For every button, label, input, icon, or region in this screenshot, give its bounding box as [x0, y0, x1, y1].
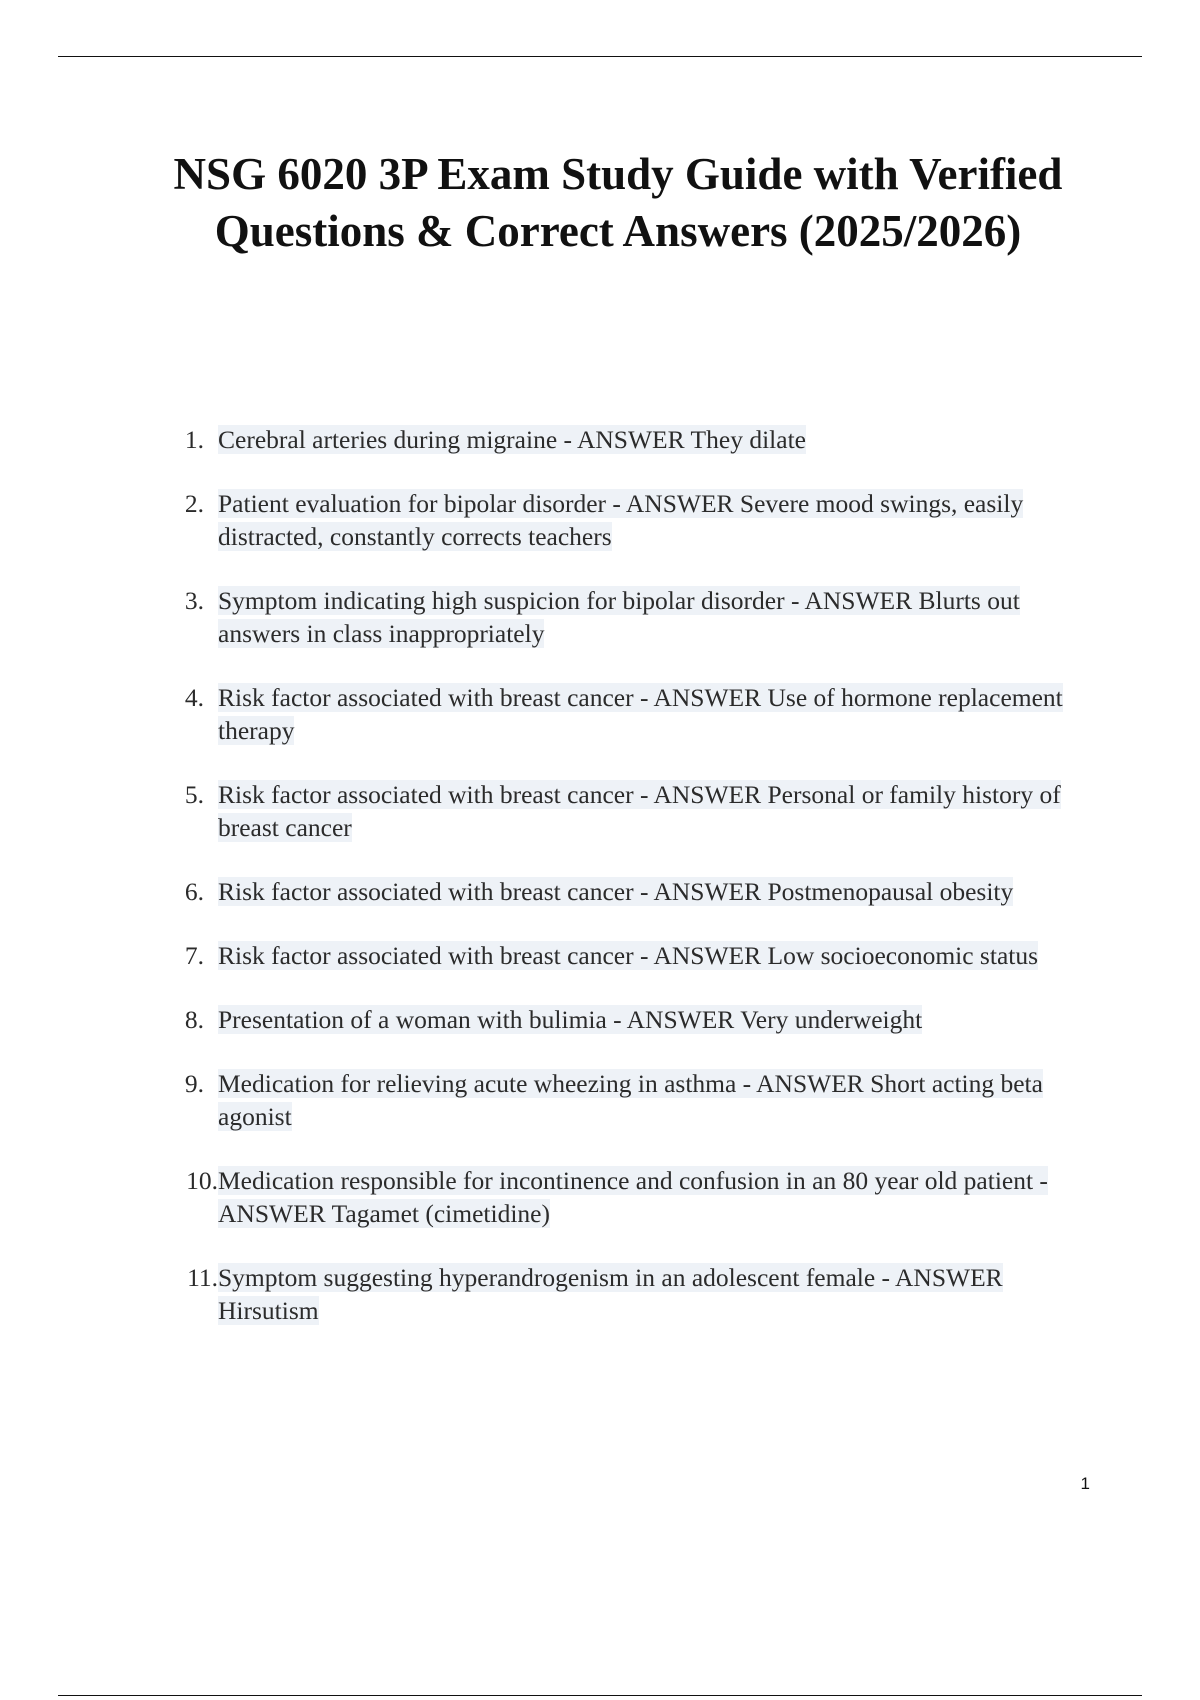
footer-rule	[58, 1695, 1142, 1696]
item-text: Symptom indicating high suspicion for bipolar disorder - ANSWER Blurts out answers in class inappropriately	[218, 586, 1020, 648]
item-text: Medication responsible for incontinence and confusion in an 80 year old patient - ANSWER Tagamet (cimetidine)	[218, 1166, 1048, 1228]
item-text: Risk factor associated with breast cancer - ANSWER Postmenopausal obesity	[218, 877, 1014, 906]
header-rule	[58, 56, 1142, 57]
item-number: 6.	[184, 877, 204, 906]
list-item	[0, 778, 1200, 844]
question-answer-list	[0, 423, 1200, 1358]
item-number: 1.	[184, 425, 204, 454]
document-title: NSG 6020 3P Exam Study Guide with Verified Questions & Correct Answers (2025/2026)	[173, 149, 1063, 256]
item-text: Risk factor associated with breast cancer - ANSWER Personal or family history of breast cancer	[218, 780, 1061, 842]
list-item	[0, 1164, 1200, 1230]
list-item	[0, 875, 1200, 908]
item-text: Medication for relieving acute wheezing in asthma - ANSWER Short acting beta agonist	[218, 1069, 1043, 1131]
list-item	[0, 1003, 1200, 1036]
list-item	[0, 1261, 1200, 1327]
item-text: Presentation of a woman with bulimia - ANSWER Very underweight	[218, 1005, 923, 1034]
item-number: 3.	[184, 586, 204, 615]
list-item	[0, 423, 1200, 456]
item-number: 10.	[186, 1166, 218, 1195]
list-item	[0, 939, 1200, 972]
item-number: 7.	[184, 941, 204, 970]
list-item	[0, 487, 1200, 553]
list-item	[0, 1067, 1200, 1133]
item-number: 5.	[184, 780, 204, 809]
list-item	[0, 681, 1200, 747]
item-text: Symptom suggesting hyperandrogenism in an adolescent female - ANSWER Hirsutism	[218, 1263, 1003, 1325]
item-text: Patient evaluation for bipolar disorder - ANSWER Severe mood swings, easily distracted, constantly corrects teachers	[218, 489, 1024, 551]
item-number: 4.	[184, 683, 204, 712]
page-number: 1	[1080, 1474, 1090, 1493]
item-number: 9.	[184, 1069, 204, 1098]
item-text: Risk factor associated with breast cancer - ANSWER Low socioeconomic status	[218, 941, 1039, 970]
item-number: 2.	[184, 489, 204, 518]
item-number: 11.	[187, 1263, 218, 1292]
list-item	[0, 584, 1200, 650]
item-text: Cerebral arteries during migraine - ANSWER They dilate	[218, 425, 806, 454]
item-number: 8.	[184, 1005, 204, 1034]
item-text: Risk factor associated with breast cancer - ANSWER Use of hormone replacement therapy	[218, 683, 1063, 745]
